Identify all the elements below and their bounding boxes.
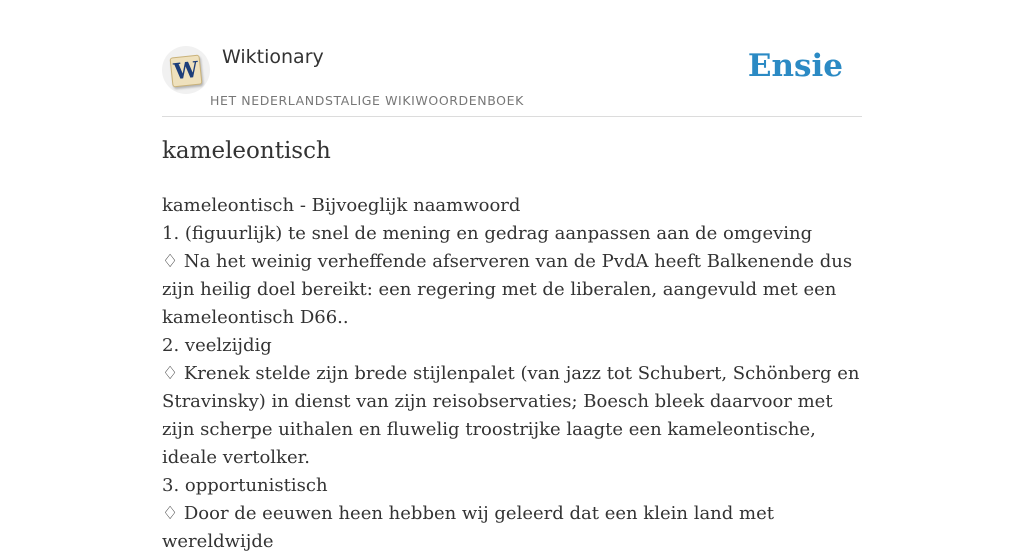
site-header: [162, 0, 862, 117]
wiktionary-logo[interactable]: [162, 46, 210, 94]
example-3: ♢ Door de eeuwen heen hebben wij geleerd dat een klein land met wereldwijde: [162, 503, 774, 552]
definition-3: 3. opportunistisch: [162, 475, 328, 496]
example-1: ♢ Na het weinig verheffende afserveren van de PvdA heeft Balkenende dus zijn heilig doel bereikt: een regering met de liberalen, aangevuld met een kameleontisch D66..: [162, 251, 853, 328]
site-name[interactable]: Wiktionary: [222, 46, 324, 68]
w-tile-icon: W: [170, 55, 203, 88]
site-subtitle: HET NEDERLANDSTALIGE WIKIWOORDENBOEK: [210, 93, 524, 108]
example-2: ♢ Krenek stelde zijn brede stijlenpalet (van jazz tot Schubert, Schönberg en Stravinsky) in dienst van zijn reisobservaties; Boesch bleek daarvoor met zijn scherpe uithalen en fluwelig troostrijke laagte een kameleontische, ideale vertolker.: [162, 363, 860, 468]
page: [162, 0, 862, 552]
ensie-logo[interactable]: Ensie: [747, 48, 843, 84]
definition-2: 2. veelzijdig: [162, 335, 272, 356]
definition-1: 1. (figuurlijk) te snel de mening en gedrag aanpassen aan de omgeving: [162, 223, 813, 244]
entry-title: kameleontisch: [162, 138, 331, 164]
entry-heading: kameleontisch - Bijvoeglijk naamwoord: [162, 195, 521, 216]
entry-content: [162, 192, 862, 556]
